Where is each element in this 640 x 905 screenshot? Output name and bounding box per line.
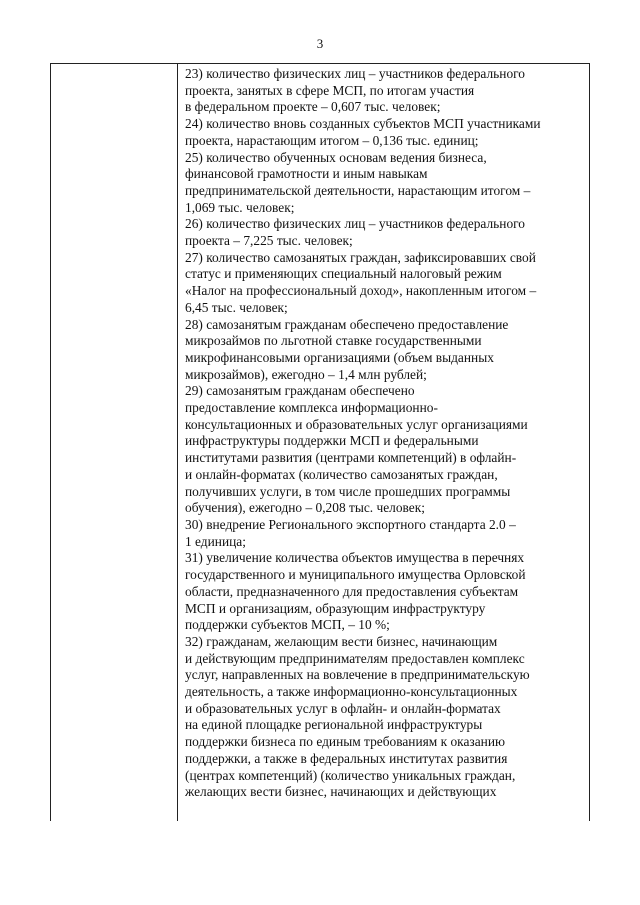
text-line: поддержки субъектов МСП, – 10 %; xyxy=(185,617,390,633)
text-line: в федеральном проекте – 0,607 тыс. человек; xyxy=(185,99,441,115)
text-line: 27) количество самозанятых граждан, зафиксировавших свой xyxy=(185,249,536,265)
text-line: государственного и муниципального имущества Орловской xyxy=(185,567,526,583)
text-line: предпринимательской деятельности, нарастающим итогом – xyxy=(185,182,531,198)
text-line: и действующим предпринимателям предоставлен комплекс xyxy=(185,650,525,666)
text-line: консультационных и образовательных услуг организациями xyxy=(185,416,528,432)
text-line: микрофинансовыми организациями (объем выданных xyxy=(185,349,494,365)
text-line: поддержки, а также в федеральных институтах развития xyxy=(185,750,508,766)
text-line: проекта – 7,225 тыс. человек; xyxy=(185,233,353,249)
text-line: (центрах компетенций) (количество уникальных граждан, xyxy=(185,767,516,783)
text-line: области, предназначенного для предоставления субъектам xyxy=(185,583,519,599)
text-line: на единой площадке региональной инфраструктуры xyxy=(185,717,483,733)
text-line: институтами развития (центрами компетенций) в офлайн- xyxy=(185,450,517,466)
text-line: инфраструктуры поддержки МСП и федеральными xyxy=(185,433,479,449)
text-line: 23) количество физических лиц – участников федерального xyxy=(185,66,525,81)
text-line: 25) количество обученных основам ведения бизнеса, xyxy=(185,149,487,165)
text-line: получивших услуги, в том числе прошедших программы xyxy=(185,483,511,499)
text-line: услуг, направленных на вовлечение в предпринимательскую xyxy=(185,667,530,683)
text-line: 30) внедрение Регионального экспортного стандарта 2.0 – xyxy=(185,516,516,532)
text-line: статус и применяющих специальный налоговый режим xyxy=(185,266,502,282)
text-line: финансовой грамотности и иным навыкам xyxy=(185,166,428,182)
text-line: 32) гражданам, желающим вести бизнес, начинающим xyxy=(185,633,498,649)
text-line: 29) самозанятым гражданам обеспечено xyxy=(185,383,415,399)
empty-left-column xyxy=(51,64,178,821)
text-line: 28) самозанятым гражданам обеспечено предоставление xyxy=(185,316,509,332)
document-table xyxy=(50,63,590,821)
text-line: «Налог на профессиональный доход», накопленным итогом – xyxy=(185,283,537,299)
text-line: МСП и организациям, образующим инфраструктуру xyxy=(185,600,486,616)
text-line: поддержки бизнеса по единым требованиям к оказанию xyxy=(185,734,505,750)
text-cell xyxy=(178,64,589,801)
page-number: 3 xyxy=(316,36,324,51)
text-line: микрозаймов), ежегодно – 1,4 млн рублей; xyxy=(185,366,427,382)
text-line: обучения), ежегодно – 0,208 тыс. человек; xyxy=(185,500,425,516)
text-line: проекта, нарастающим итогом – 0,136 тыс. единиц; xyxy=(185,132,479,148)
text-line: 26) количество физических лиц – участников федерального xyxy=(185,216,525,232)
text-line: предоставление комплекса информационно- xyxy=(185,400,438,416)
text-line: микрозаймов по льготной ставке государственными xyxy=(185,333,482,349)
text-line: проекта, занятых в сфере МСП, по итогам участия xyxy=(185,82,475,98)
text-line: 6,45 тыс. человек; xyxy=(185,299,288,315)
text-line: 31) увеличение количества объектов имущества в перечнях xyxy=(185,550,525,566)
text-line: 1 единица; xyxy=(185,533,246,549)
text-line: 1,069 тыс. человек; xyxy=(185,199,295,215)
text-line: желающих вести бизнес, начинающих и действующих xyxy=(185,784,497,800)
text-line: 24) количество вновь созданных субъектов МСП участниками xyxy=(185,116,541,132)
text-line: и онлайн-форматах (количество самозанятых граждан, xyxy=(185,466,498,482)
text-line: и образовательных услуг в офлайн- и онлайн-форматах xyxy=(185,700,501,716)
text-line: деятельность, а также информационно-консультационных xyxy=(185,684,518,700)
